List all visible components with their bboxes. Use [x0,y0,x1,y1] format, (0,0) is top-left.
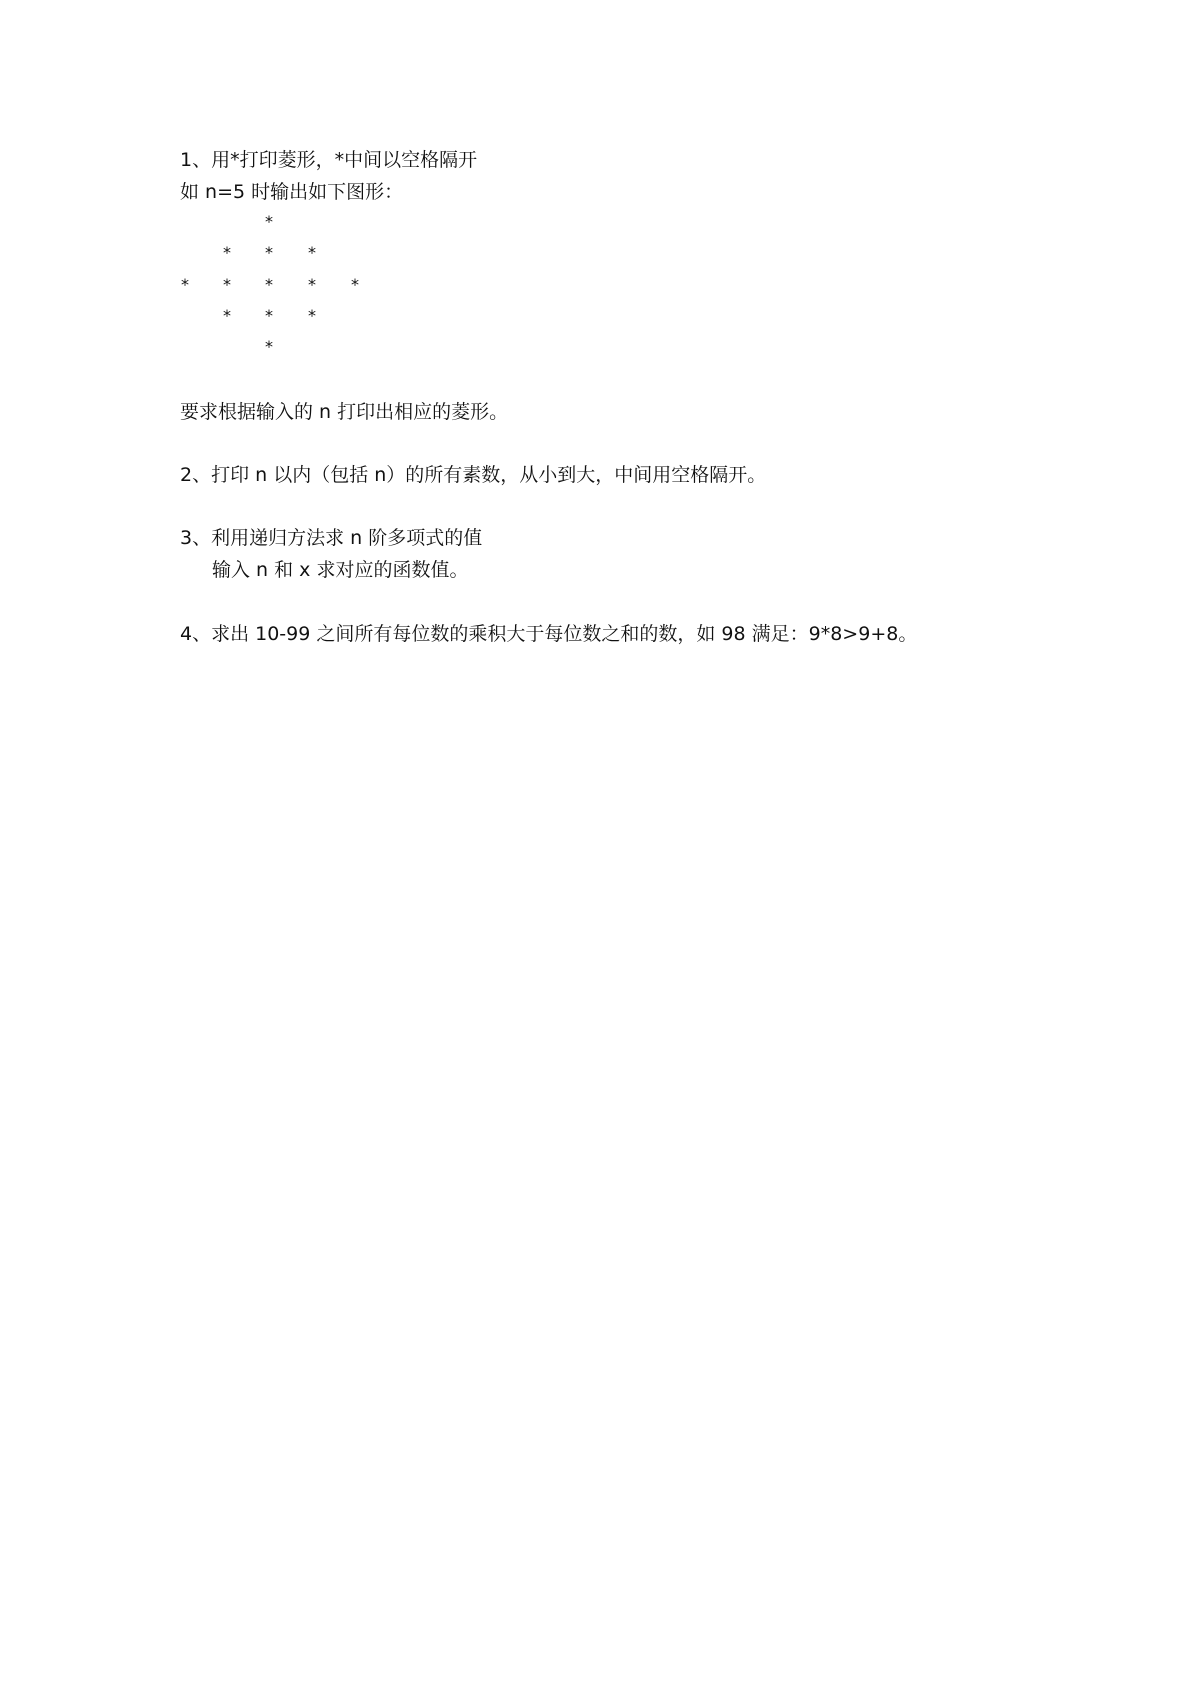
problem-1-requirement: 要求根据输入的 n 打印出相应的菱形。 [180,401,509,423]
diamond-star: * [223,306,231,325]
diamond-star: * [308,243,316,262]
problem-1-title: 1、用*打印菱形，*中间以空格隔开 [180,149,478,171]
diamond-star: * [308,306,316,325]
problem-3-title: 3、利用递归方法求 n 阶多项式的值 [180,527,483,549]
diamond-star: * [181,275,189,294]
diamond-star: * [265,337,273,356]
diamond-star: * [308,275,316,294]
problem-3-detail: 输入 n 和 x 求对应的函数值。 [212,559,469,581]
problem-1-example-intro: 如 n=5 时输出如下图形： [180,181,404,203]
diamond-star: * [265,243,273,262]
diamond-star: * [351,275,359,294]
diamond-star: * [265,275,273,294]
diamond-star: * [223,275,231,294]
problem-4-title: 4、求出 10-99 之间所有每位数的乘积大于每位数之和的数，如 98 满足：9*8>9+8。 [180,623,918,645]
diamond-star: * [223,243,231,262]
problem-2-title: 2、打印 n 以内（包括 n）的所有素数，从小到大，中间用空格隔开。 [180,464,767,486]
diamond-star: * [265,306,273,325]
diamond-star: * [265,212,273,231]
